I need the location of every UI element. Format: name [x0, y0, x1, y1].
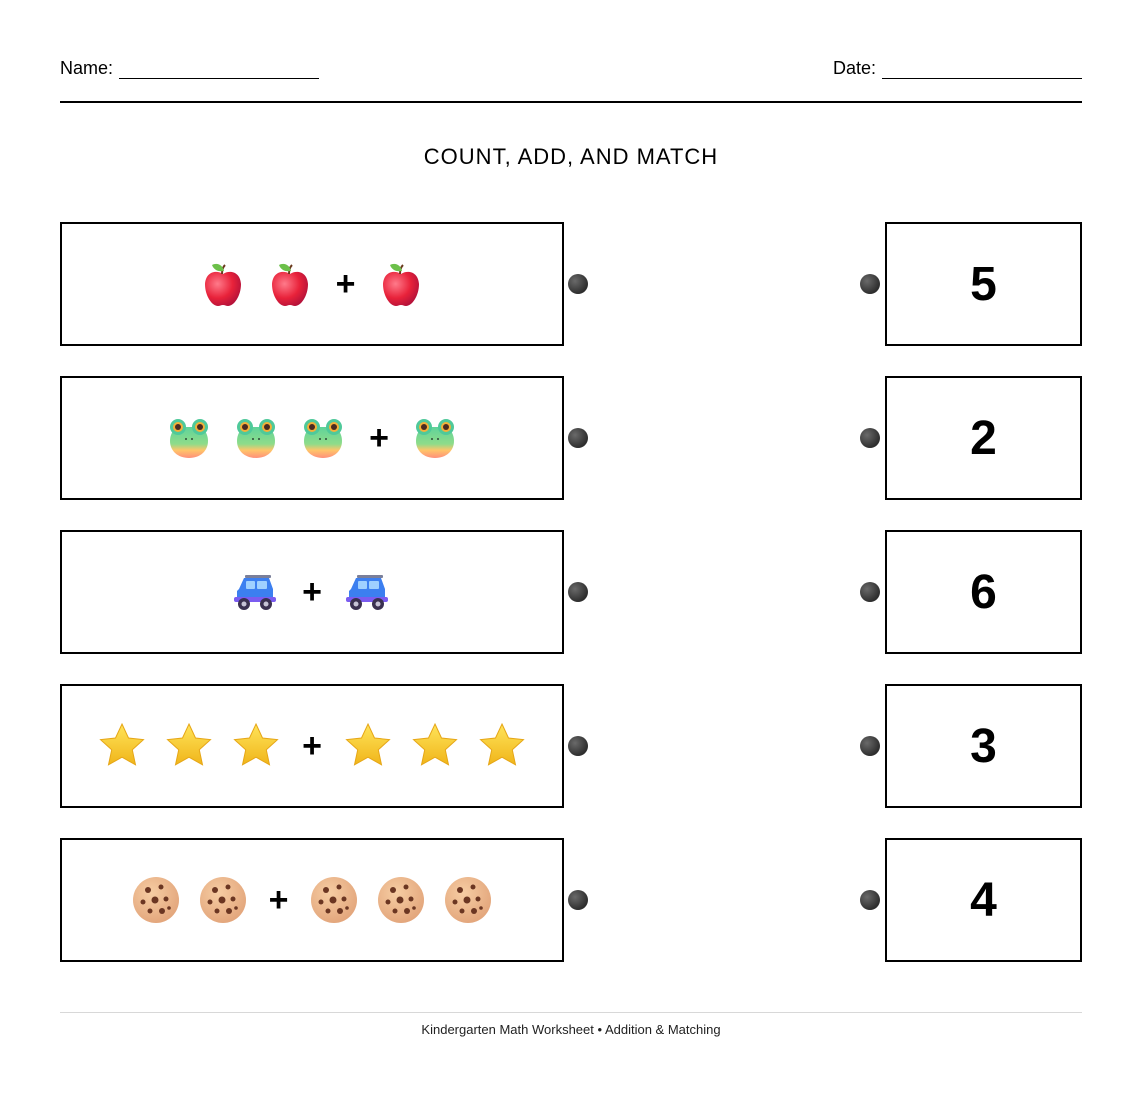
star-icon: [343, 721, 393, 771]
left-match-dot[interactable]: [568, 274, 588, 294]
star-icon: [231, 721, 281, 771]
left-match-dot[interactable]: [568, 736, 588, 756]
left-match-dot[interactable]: [568, 582, 588, 602]
car-icon: [343, 567, 393, 617]
answer-card: 4: [885, 838, 1082, 962]
plus-sign: +: [302, 727, 322, 765]
name-label: Name:: [60, 58, 114, 78]
problem-card: [60, 530, 564, 654]
star-icon: [97, 721, 147, 771]
apple-icon: [265, 259, 315, 309]
left-match-dot[interactable]: [568, 428, 588, 448]
answer-card: 6: [885, 530, 1082, 654]
problem-card: [60, 222, 564, 346]
frog-icon: [298, 413, 348, 463]
left-match-dot[interactable]: [568, 890, 588, 910]
problem-card: [60, 376, 564, 500]
frog-icon: [231, 413, 281, 463]
cookie-icon: [309, 875, 359, 925]
problem-card: [60, 684, 564, 808]
worksheet-header: [60, 58, 1082, 82]
name-blank-line[interactable]: [119, 61, 319, 79]
footer-divider: [60, 1012, 1082, 1013]
right-match-dot[interactable]: [860, 428, 880, 448]
plus-sign: +: [335, 265, 356, 303]
cookie-icon: [376, 875, 426, 925]
cookie-icon: [443, 875, 493, 925]
frog-icon: [410, 413, 460, 463]
right-match-dot[interactable]: [860, 736, 880, 756]
date-label: Date:: [832, 58, 876, 78]
problem-card: [60, 838, 564, 962]
right-match-dot[interactable]: [860, 582, 880, 602]
plus-sign: +: [302, 573, 322, 611]
answer-card: 2: [885, 376, 1082, 500]
star-icon: [477, 721, 527, 771]
header-divider: [60, 101, 1082, 103]
date-field: [833, 58, 1082, 79]
apple-icon: [198, 259, 248, 309]
car-icon: [231, 567, 281, 617]
right-match-dot[interactable]: [860, 890, 880, 910]
worksheet-title: COUNT, ADD, AND MATCH: [423, 144, 719, 169]
answer-card: 3: [885, 684, 1082, 808]
star-icon: [410, 721, 460, 771]
frog-icon: [164, 413, 214, 463]
plus-sign: +: [369, 419, 389, 457]
name-field: [60, 58, 319, 79]
apple-icon: [376, 259, 426, 309]
answer-card: 5: [885, 222, 1082, 346]
right-match-dot[interactable]: [860, 274, 880, 294]
star-icon: [164, 721, 214, 771]
date-blank-line[interactable]: [882, 61, 1082, 79]
cookie-icon: [198, 875, 248, 925]
footer-caption: Kindergarten Math Worksheet • Addition & Matching: [421, 1022, 721, 1037]
cookie-icon: [131, 875, 181, 925]
plus-sign: +: [268, 881, 289, 919]
